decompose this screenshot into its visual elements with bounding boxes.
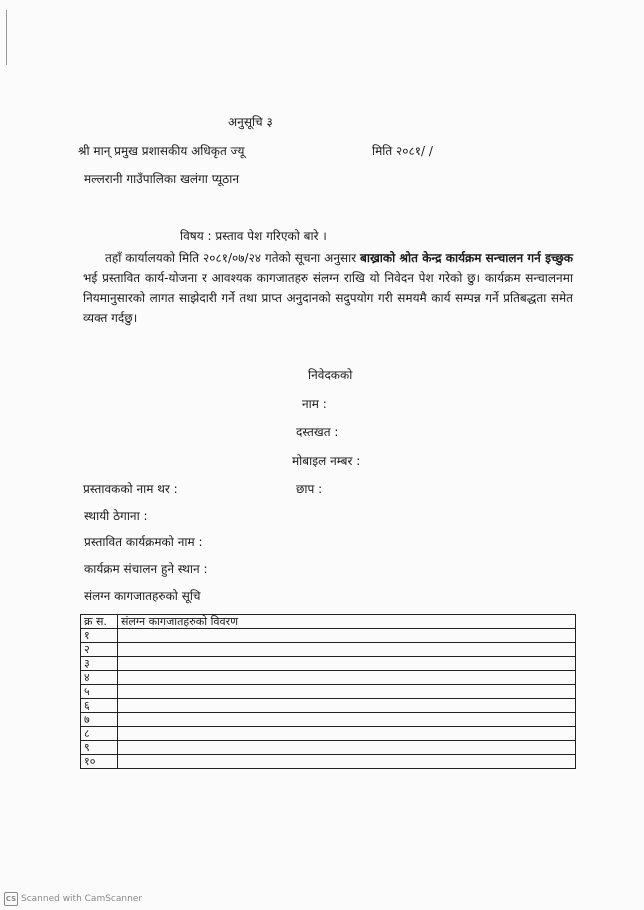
- row-serial: ९: [81, 741, 118, 755]
- table-row: [81, 643, 576, 657]
- row-description: [118, 713, 576, 727]
- row-description: [118, 685, 576, 699]
- scanner-watermark: [4, 892, 142, 906]
- address-label: स्थायी ठेगाना :: [84, 509, 148, 523]
- row-description: [118, 629, 576, 643]
- row-description: [118, 699, 576, 713]
- table-row: [81, 727, 576, 741]
- row-serial: ८: [81, 727, 118, 741]
- row-serial: ३: [81, 657, 118, 671]
- scanner-text: Scanned with CamScanner: [21, 894, 143, 904]
- camscanner-logo-icon: CS: [4, 892, 18, 906]
- row-serial: ६: [81, 699, 118, 713]
- row-serial: ५: [81, 685, 118, 699]
- row-serial: १०: [81, 755, 118, 769]
- row-description: [118, 657, 576, 671]
- recipient-line: श्री मान् प्रमुख प्रशासकीय अधिकृत ज्यू: [78, 144, 245, 158]
- table-header-row: [81, 615, 576, 629]
- table-row: [81, 657, 576, 671]
- location-label: कार्यक्रम संचालन हुने स्थान :: [84, 562, 208, 576]
- body-paragraph: [83, 248, 573, 328]
- row-description: [118, 727, 576, 741]
- header-description: संलग्न कागजातहरुको विवरण: [118, 615, 576, 629]
- row-description: [118, 643, 576, 657]
- stamp-label: छाप :: [296, 482, 323, 496]
- row-serial: ४: [81, 671, 118, 685]
- table-row: [81, 629, 576, 643]
- table-row: [81, 741, 576, 755]
- program-name-label: प्रस्तावित कार्यक्रमको नाम :: [84, 535, 203, 549]
- scan-edge-line: [6, 10, 7, 65]
- applicant-mobile-label: मोबाइल नम्बर :: [292, 454, 361, 468]
- table-row: [81, 671, 576, 685]
- row-serial: ७: [81, 713, 118, 727]
- applicant-name-label: नाम :: [302, 397, 327, 411]
- applicant-heading: निवेदकको: [308, 368, 353, 382]
- row-description: [118, 671, 576, 685]
- row-serial: २: [81, 643, 118, 657]
- body-part1: तहाँ कार्यालयको मिति २०८१/०७/२४ गतेको सूचना अनुसार: [105, 251, 361, 265]
- table-row: [81, 685, 576, 699]
- row-serial: १: [81, 629, 118, 643]
- row-description: [118, 755, 576, 769]
- table-row: [81, 755, 576, 769]
- proposer-name-label: प्रस्तावकको नाम थर :: [83, 482, 178, 496]
- recipient-office: मल्लरानी गाउँपालिका खलंगा प्यूठान: [84, 172, 240, 186]
- row-description: [118, 741, 576, 755]
- body-part2: भई प्रस्तावित कार्य-योजना र आवश्यक कागजातहरु संलग्न राखि यो निवेदन पेश गरेको छु। कार्यक्रम सन्चालनमा नियमानुसारको लागत साझेदारी गर्ने तथा प्राप्त अनुदानको सदुपयोग गरी समयमै कार्य सम्पन्न गर्ने प्रतिबद्धता समेत व्यक्त गर्दछु।: [83, 271, 573, 325]
- date-field: मिति २०८१/ /: [372, 144, 433, 158]
- table-row: [81, 699, 576, 713]
- applicant-signature-label: दस्तखत :: [296, 425, 339, 439]
- table-row: [81, 713, 576, 727]
- header-serial: क्र स.: [81, 615, 118, 629]
- body-bold-program: बाख्राको श्रोत केन्द्र कार्यक्रम सन्चालन गर्न इच्छुक: [360, 251, 573, 265]
- attachments-title: संलग्न कागजातहरुको सूचि: [84, 589, 201, 603]
- attachments-table: [80, 614, 576, 769]
- subject-line: विषय : प्रस्ताव पेश गरिएको बारे ।: [180, 229, 327, 243]
- annex-title: अनुसूचि ३: [228, 115, 273, 129]
